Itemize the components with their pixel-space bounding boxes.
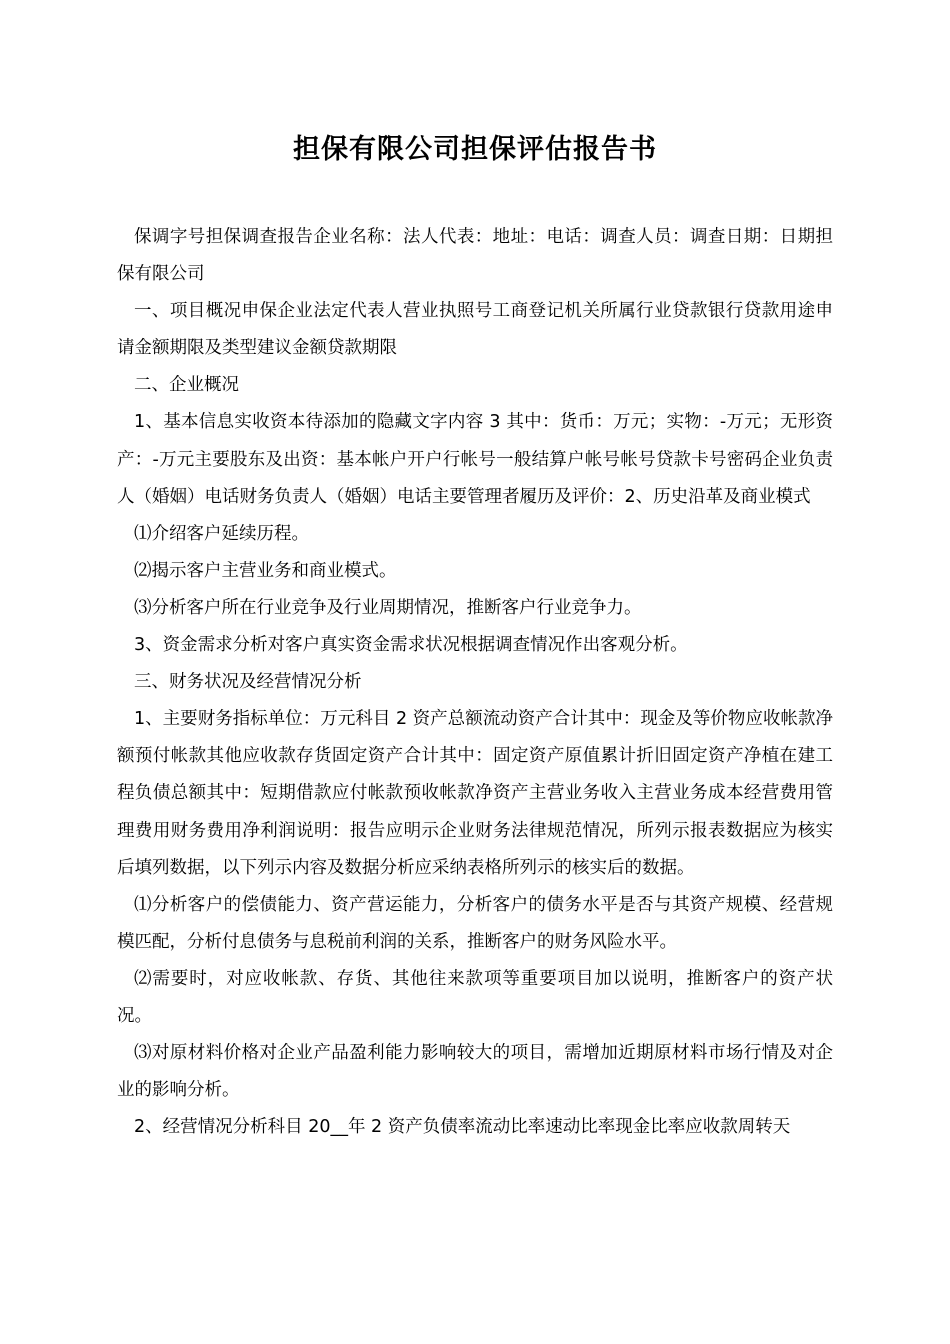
list-item-receivables-analysis: ⑵需要时，对应收帐款、存货、其他往来款项等重要项目加以说明，推断客户的资产状况。: [117, 968, 833, 1026]
document-title: 担保有限公司担保评估报告书: [293, 134, 657, 165]
paragraph-project-overview: 一、项目概况申保企业法定代表人营业执照号工商登记机关所属行业贷款银行贷款用途申请金额期限及类型建议金额贷款期限: [117, 301, 833, 359]
list-item-industry-analysis: ⑶分析客户所在行业竞争及行业周期情况，推断客户行业竞争力。: [134, 597, 642, 618]
paragraph-basic-info: 1、基本信息实收资本待添加的隐藏文字内容 3 其中：货币：万元；实物：-万元；无形资产：-万元主要股东及出资：基本帐户开户行帐号一般结算户帐号帐号贷款卡号密码企业负责人（婚姻）电话财务负责人（婚姻）电话主要管理者履历及评价：2、历史沿革及商业模式: [117, 412, 833, 507]
paragraph-financial-indicators: 1、主要财务指标单位：万元科目 2 资产总额流动资产合计其中：现金及等价物应收帐款净额预付帐款其他应收款存货固定资产合计其中：固定资产原值累计折旧固定资产净植在建工程负债总额其中：短期借款应付帐款预收帐款净资产主营业务收入主营业务成本经营费用管理费用财务费用净利润说明：报告应明示企业财务法律规范情况，所列示报表数据应为核实后填列数据，以下列示内容及数据分析应采纳表格所列示的核实后的数据。: [117, 709, 833, 878]
list-item-solvency-analysis: ⑴分析客户的偿债能力、资产营运能力，分析客户的债务水平是否与其资产规模、经营规模匹配，分析付息债务与息税前利润的关系，推断客户的财务风险水平。: [117, 894, 833, 952]
heading-financial-analysis: 三、财务状况及经营情况分析: [134, 672, 362, 693]
heading-company-overview: 二、企业概况: [134, 375, 239, 396]
paragraph-header-info: 保调字号担保调查报告企业名称：法人代表：地址：电话：调查人员：调查日期：日期担保有限公司: [117, 227, 833, 285]
paragraph-operating-analysis: 2、经营情况分析科目 20__年 2 资产负债率流动比率速动比率现金比率应收款周转天: [134, 1117, 791, 1138]
list-item-business-model: ⑵揭示客户主营业务和商业模式。: [134, 560, 397, 581]
list-item-history: ⑴介绍客户延续历程。: [134, 523, 309, 544]
paragraph-funding-needs: 3、资金需求分析对客户真实资金需求状况根据调查情况作出客观分析。: [134, 635, 688, 656]
list-item-raw-materials-analysis: ⑶对原材料价格对企业产品盈利能力影响较大的项目，需增加近期原材料市场行情及对企业的影响分析。: [117, 1043, 833, 1101]
document-body: [117, 219, 833, 1146]
